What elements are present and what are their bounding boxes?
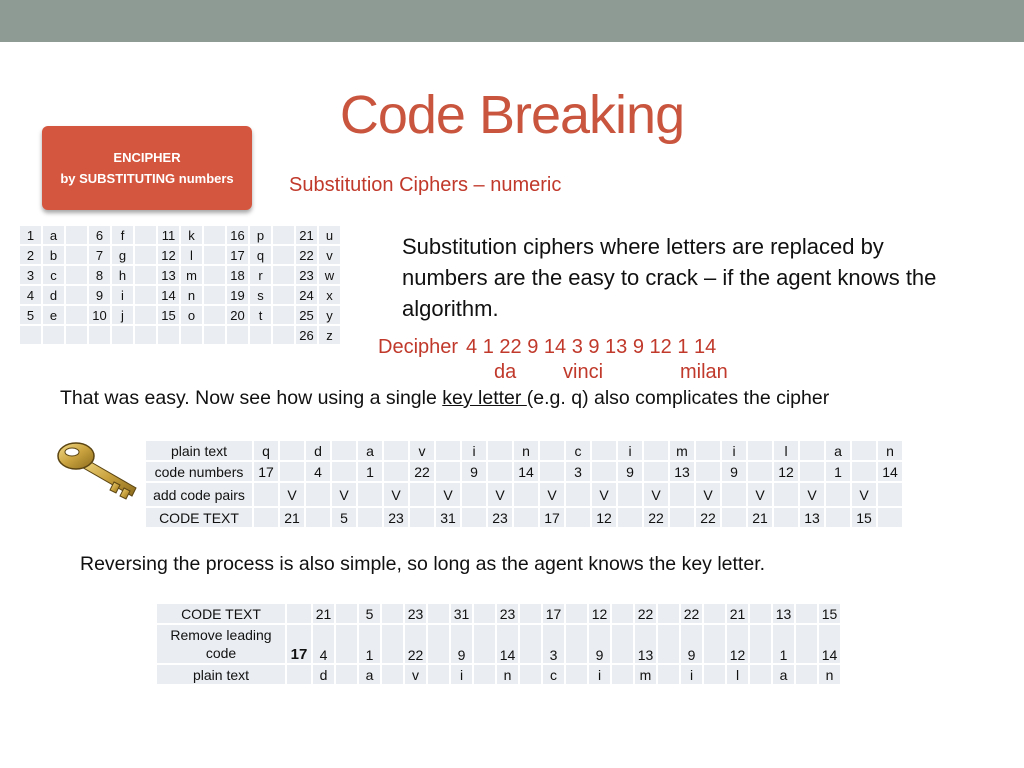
table-row — [20, 306, 340, 324]
table-cell — [43, 326, 64, 344]
table-cell — [204, 226, 225, 244]
table-cell: 19 — [227, 286, 248, 304]
table-cell — [273, 306, 294, 324]
table-cell: 17 — [540, 508, 564, 527]
table-cell: 23 — [384, 508, 408, 527]
table-cell: 5 — [359, 604, 380, 623]
table-cell — [254, 508, 278, 527]
table-cell — [135, 246, 156, 264]
table-cell: n — [514, 441, 538, 460]
table-cell — [66, 326, 87, 344]
table-cell: 1 — [773, 625, 794, 663]
table-cell — [135, 226, 156, 244]
table-cell: V — [852, 483, 876, 506]
table-cell: i — [681, 665, 702, 684]
table-cell: 1 — [826, 462, 850, 481]
table-cell: 10 — [89, 306, 110, 324]
table-cell — [66, 246, 87, 264]
table-cell: 12 — [727, 625, 748, 663]
table-cell — [112, 326, 133, 344]
table-row — [157, 604, 840, 623]
badge-line-2: by SUBSTITUTING numbers — [60, 171, 234, 186]
table-cell — [750, 625, 771, 663]
top-bar — [0, 0, 1024, 42]
table-cell: 13 — [800, 508, 824, 527]
table-cell: 14 — [819, 625, 840, 663]
table-cell — [618, 483, 642, 506]
table-cell: 26 — [296, 326, 317, 344]
table-cell: 17 — [254, 462, 278, 481]
table-cell — [273, 266, 294, 284]
table-cell — [204, 266, 225, 284]
table-cell: 18 — [227, 266, 248, 284]
table-cell — [520, 625, 541, 663]
table-cell — [696, 441, 720, 460]
table-cell: V — [800, 483, 824, 506]
explanation-paragraph: Substitution ciphers where letters are replaced by numbers are the easy to crack – if the agent knows the algorithm. — [402, 234, 937, 321]
table-cell — [722, 483, 746, 506]
table-cell: V — [384, 483, 408, 506]
table-cell — [280, 462, 304, 481]
table-cell: i — [112, 286, 133, 304]
table-cell — [612, 625, 633, 663]
table-cell: 22 — [644, 508, 668, 527]
table-cell — [748, 462, 772, 481]
table-cell — [204, 326, 225, 344]
table-cell — [488, 462, 512, 481]
table-cell — [474, 625, 495, 663]
table-cell — [566, 665, 587, 684]
table-cell — [273, 226, 294, 244]
table-cell: 4 — [313, 625, 334, 663]
table-cell — [722, 508, 746, 527]
table-cell: V — [332, 483, 356, 506]
table-cell — [273, 326, 294, 344]
table-cell: 22 — [405, 625, 426, 663]
table-cell: a — [773, 665, 794, 684]
table-cell: 21 — [313, 604, 334, 623]
table-row — [157, 665, 840, 684]
table-cell — [800, 441, 824, 460]
table-cell — [796, 604, 817, 623]
table-cell: q — [254, 441, 278, 460]
table-cell: 4 — [306, 462, 330, 481]
table-cell — [488, 441, 512, 460]
table-cell: d — [306, 441, 330, 460]
table-cell — [704, 665, 725, 684]
table-cell: 9 — [89, 286, 110, 304]
table-cell — [878, 483, 902, 506]
table-cell: v — [319, 246, 340, 264]
table-cell — [592, 441, 616, 460]
table-cell: o — [181, 306, 202, 324]
table-cell — [382, 665, 403, 684]
table-cell: c — [43, 266, 64, 284]
row-label: Remove leading code — [157, 625, 285, 663]
table-cell — [135, 286, 156, 304]
table-cell — [658, 665, 679, 684]
table-cell — [852, 441, 876, 460]
table-cell: h — [112, 266, 133, 284]
table-cell — [796, 625, 817, 663]
table-cell — [384, 441, 408, 460]
decipher-label: Decipher — [378, 336, 459, 358]
table-cell — [135, 266, 156, 284]
table-cell: s — [250, 286, 271, 304]
table-cell — [800, 462, 824, 481]
table-cell: k — [181, 226, 202, 244]
table-cell: n — [819, 665, 840, 684]
table-cell — [410, 508, 434, 527]
table-cell — [332, 462, 356, 481]
table-cell: 14 — [878, 462, 902, 481]
easy-line — [60, 387, 829, 410]
table-cell: p — [250, 226, 271, 244]
table-cell: V — [592, 483, 616, 506]
decipher-numbers: 4 1 22 9 14 3 9 13 9 12 1 14 — [466, 336, 717, 358]
table-cell — [66, 266, 87, 284]
table-cell: V — [748, 483, 772, 506]
table-cell: 3 — [20, 266, 41, 284]
table-cell — [748, 441, 772, 460]
table-cell: m — [635, 665, 656, 684]
table-cell: 23 — [405, 604, 426, 623]
table-cell: 8 — [89, 266, 110, 284]
reverse-text: Reversing the process is also simple, so long as the agent knows the key letter. — [80, 553, 766, 575]
table-cell — [696, 462, 720, 481]
table-cell: 31 — [451, 604, 472, 623]
table-row — [20, 246, 340, 264]
table-cell: 15 — [852, 508, 876, 527]
table-cell — [436, 462, 460, 481]
table-cell — [436, 441, 460, 460]
table-cell: 21 — [748, 508, 772, 527]
table-cell — [204, 246, 225, 264]
table-cell — [254, 483, 278, 506]
table-cell: 3 — [543, 625, 564, 663]
table-cell: 9 — [722, 462, 746, 481]
table-cell: b — [43, 246, 64, 264]
table-cell: t — [250, 306, 271, 324]
table-cell: f — [112, 226, 133, 244]
table-cell: i — [618, 441, 642, 460]
table-cell — [566, 604, 587, 623]
table-cell: 22 — [296, 246, 317, 264]
table-cell: a — [826, 441, 850, 460]
table-cell — [704, 604, 725, 623]
decipher-line — [378, 336, 716, 359]
table-cell — [612, 665, 633, 684]
table-cell — [566, 508, 590, 527]
table-cell: 13 — [670, 462, 694, 481]
table-cell: d — [43, 286, 64, 304]
table-cell: 12 — [774, 462, 798, 481]
table-cell: 3 — [566, 462, 590, 481]
word-da: da — [494, 361, 517, 383]
table-cell: 5 — [332, 508, 356, 527]
table-cell: 12 — [158, 246, 179, 264]
table-cell: 20 — [227, 306, 248, 324]
table-cell — [644, 462, 668, 481]
table-cell: 16 — [227, 226, 248, 244]
table-cell: u — [319, 226, 340, 244]
table-cell — [750, 604, 771, 623]
slide-subtitle: Substitution Ciphers – numeric — [289, 174, 562, 196]
table-cell: 1 — [358, 462, 382, 481]
row-label: code numbers — [146, 462, 252, 481]
table-cell: 17 — [227, 246, 248, 264]
table-cell — [462, 483, 486, 506]
table-cell: x — [319, 286, 340, 304]
row-label: CODE TEXT — [146, 508, 252, 527]
table-cell: n — [497, 665, 518, 684]
table-cell — [204, 286, 225, 304]
table-cell — [796, 665, 817, 684]
table-cell — [612, 604, 633, 623]
table-cell — [181, 326, 202, 344]
table-cell — [774, 483, 798, 506]
table-cell: i — [722, 441, 746, 460]
table-cell: 2 — [20, 246, 41, 264]
table-cell: 13 — [773, 604, 794, 623]
table-cell: 9 — [589, 625, 610, 663]
table-cell: y — [319, 306, 340, 324]
row-label: CODE TEXT — [157, 604, 285, 623]
table-cell — [332, 441, 356, 460]
table-cell: m — [181, 266, 202, 284]
table-cell: 12 — [589, 604, 610, 623]
table-cell: 25 — [296, 306, 317, 324]
table-cell — [428, 625, 449, 663]
decode-table — [155, 602, 842, 686]
table-cell: 23 — [497, 604, 518, 623]
table-cell: 5 — [20, 306, 41, 324]
table-cell: 9 — [618, 462, 642, 481]
table-cell: V — [644, 483, 668, 506]
key-icon — [54, 436, 142, 506]
table-cell — [280, 441, 304, 460]
table-cell — [287, 665, 311, 684]
letter-number-table — [18, 224, 342, 346]
table-cell — [306, 508, 330, 527]
table-cell: 15 — [819, 604, 840, 623]
easy-text-2: (e.g. q) also complicates the cipher — [526, 387, 830, 409]
table-cell: V — [488, 483, 512, 506]
table-cell — [89, 326, 110, 344]
table-cell: 22 — [635, 604, 656, 623]
table-cell — [566, 625, 587, 663]
table-cell — [135, 326, 156, 344]
word-vinci: vinci — [563, 361, 604, 383]
table-cell — [250, 326, 271, 344]
table-cell: l — [181, 246, 202, 264]
table-cell — [540, 462, 564, 481]
table-cell — [462, 508, 486, 527]
table-cell: 24 — [296, 286, 317, 304]
table-cell — [66, 286, 87, 304]
table-cell: c — [566, 441, 590, 460]
table-cell: 22 — [410, 462, 434, 481]
row-label: plain text — [157, 665, 285, 684]
table-cell: 21 — [296, 226, 317, 244]
table-cell — [704, 625, 725, 663]
table-cell — [566, 483, 590, 506]
table-cell: m — [670, 441, 694, 460]
table-cell: v — [405, 665, 426, 684]
table-cell — [878, 508, 902, 527]
table-cell — [670, 508, 694, 527]
table-cell: 14 — [158, 286, 179, 304]
table-cell: V — [436, 483, 460, 506]
table-cell: i — [462, 441, 486, 460]
table-cell: a — [43, 226, 64, 244]
table-cell — [336, 665, 357, 684]
table-cell — [520, 604, 541, 623]
table-cell: d — [313, 665, 334, 684]
table-cell — [644, 441, 668, 460]
table-cell — [428, 604, 449, 623]
table-cell — [826, 483, 850, 506]
table-cell: 23 — [296, 266, 317, 284]
table-cell — [227, 326, 248, 344]
table-cell — [774, 508, 798, 527]
encipher-badge — [42, 126, 252, 210]
table-cell — [66, 226, 87, 244]
table-cell — [658, 625, 679, 663]
table-row — [146, 483, 902, 506]
table-row — [146, 508, 902, 527]
table-row — [20, 266, 340, 284]
table-cell: z — [319, 326, 340, 344]
table-cell — [306, 483, 330, 506]
table-cell: l — [727, 665, 748, 684]
table-cell — [428, 665, 449, 684]
table-cell: n — [878, 441, 902, 460]
table-row — [146, 462, 902, 481]
table-cell — [204, 306, 225, 324]
table-cell — [474, 665, 495, 684]
table-cell: V — [280, 483, 304, 506]
table-cell: g — [112, 246, 133, 264]
table-cell: 9 — [451, 625, 472, 663]
table-row — [20, 226, 340, 244]
table-cell — [158, 326, 179, 344]
table-row — [20, 286, 340, 304]
table-cell — [852, 462, 876, 481]
table-cell: j — [112, 306, 133, 324]
table-cell — [514, 508, 538, 527]
table-cell: v — [410, 441, 434, 460]
table-cell: e — [43, 306, 64, 324]
table-cell — [382, 604, 403, 623]
table-cell: 12 — [592, 508, 616, 527]
table-cell — [287, 604, 311, 623]
table-cell: a — [358, 441, 382, 460]
table-cell — [273, 246, 294, 264]
table-cell: V — [540, 483, 564, 506]
table-cell: 13 — [158, 266, 179, 284]
table-cell: 6 — [89, 226, 110, 244]
table-cell — [336, 604, 357, 623]
table-cell: a — [359, 665, 380, 684]
table-cell: w — [319, 266, 340, 284]
encode-table — [144, 439, 904, 529]
table-cell — [410, 483, 434, 506]
table-cell — [750, 665, 771, 684]
table-cell — [384, 462, 408, 481]
table-cell: 21 — [727, 604, 748, 623]
table-cell — [358, 483, 382, 506]
table-cell: 9 — [681, 625, 702, 663]
table-cell: 4 — [20, 286, 41, 304]
table-cell — [592, 462, 616, 481]
table-cell: 7 — [89, 246, 110, 264]
table-cell: 15 — [158, 306, 179, 324]
table-cell — [514, 483, 538, 506]
key-code-cell: 17 — [287, 625, 311, 663]
table-cell — [66, 306, 87, 324]
table-cell: 9 — [462, 462, 486, 481]
table-cell: q — [250, 246, 271, 264]
table-cell: r — [250, 266, 271, 284]
badge-line-1: ENCIPHER — [113, 150, 181, 165]
table-row — [157, 625, 840, 663]
slide-title: Code Breaking — [339, 85, 685, 145]
table-cell — [336, 625, 357, 663]
table-cell: V — [696, 483, 720, 506]
key-letter-text: key letter — [442, 387, 527, 409]
table-cell — [358, 508, 382, 527]
table-cell — [826, 508, 850, 527]
table-cell: 31 — [436, 508, 460, 527]
table-cell: 14 — [514, 462, 538, 481]
table-cell: 1 — [359, 625, 380, 663]
table-cell: n — [181, 286, 202, 304]
table-cell: 13 — [635, 625, 656, 663]
table-cell: 1 — [20, 226, 41, 244]
table-cell: i — [589, 665, 610, 684]
table-cell — [135, 306, 156, 324]
table-cell: 14 — [497, 625, 518, 663]
row-label: add code pairs — [146, 483, 252, 506]
table-cell: 22 — [696, 508, 720, 527]
table-cell — [540, 441, 564, 460]
table-cell — [273, 286, 294, 304]
row-label: plain text — [146, 441, 252, 460]
table-cell — [670, 483, 694, 506]
table-cell — [520, 665, 541, 684]
table-cell: l — [774, 441, 798, 460]
table-cell — [658, 604, 679, 623]
table-cell: 23 — [488, 508, 512, 527]
table-cell: c — [543, 665, 564, 684]
table-cell: 22 — [681, 604, 702, 623]
table-row — [20, 326, 340, 344]
table-row — [146, 441, 902, 460]
easy-text-1: That was easy. Now see how using a single — [60, 387, 443, 409]
table-cell: 17 — [543, 604, 564, 623]
table-cell — [20, 326, 41, 344]
word-milan: milan — [680, 361, 728, 383]
table-cell: 11 — [158, 226, 179, 244]
table-cell: 21 — [280, 508, 304, 527]
table-cell — [474, 604, 495, 623]
table-cell — [618, 508, 642, 527]
table-cell: i — [451, 665, 472, 684]
table-cell — [382, 625, 403, 663]
